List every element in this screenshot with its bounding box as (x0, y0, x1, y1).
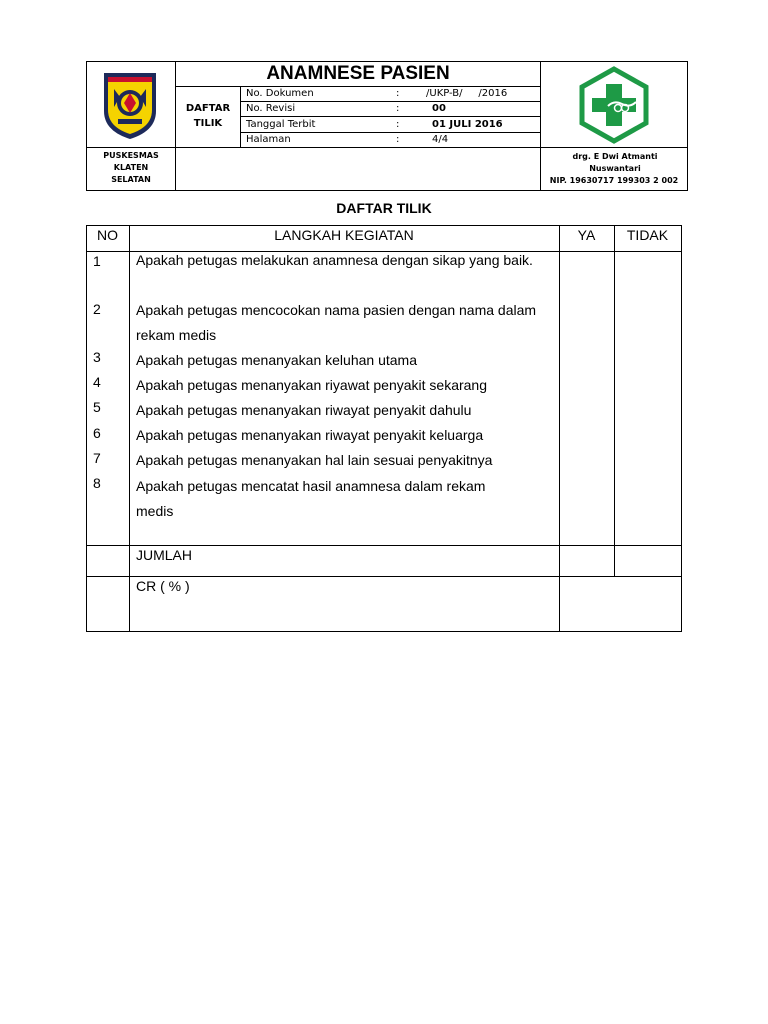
meta-sep: : (396, 103, 400, 114)
signer-nip: NIP. 19630717 199303 2 002 (549, 176, 679, 185)
organization-name: PUSKESMAS KLATEN SELATAN (103, 151, 159, 184)
compliance-rate-label: CR ( % ) (136, 578, 190, 594)
row-number: 6 (93, 425, 101, 441)
meta-value-page: 4/4 (432, 134, 449, 145)
meta-label-issue-date: Tanggal Terbit (246, 119, 316, 130)
row-number: 3 (93, 349, 101, 365)
checklist-item: Apakah petugas menanyakan riwayat penyakit dahulu (136, 402, 472, 418)
meta-label-doc-no: No. Dokumen (246, 88, 314, 99)
row-number: 4 (93, 374, 101, 390)
checklist-item: Apakah petugas mencatat hasil anamnesa dalam rekam medis (136, 478, 486, 519)
signer-name: drg. E Dwi Atmanti Nuswantari (572, 152, 658, 173)
column-header-no-answer: TIDAK (626, 227, 669, 243)
checklist-item: Apakah petugas mencocokan nama pasien dengan nama dalam rekam medis (136, 302, 537, 343)
checklist-item: Apakah petugas menanyakan keluhan utama (136, 352, 417, 368)
row-number: 7 (93, 450, 101, 466)
total-label: JUMLAH (136, 547, 193, 563)
document-title: ANAMNESE PASIEN (266, 63, 450, 84)
meta-value-doc-no: /UKP-B/ /2016 (426, 88, 508, 99)
meta-sep: : (396, 119, 400, 130)
row-number: 5 (93, 399, 101, 415)
meta-label-revision: No. Revisi (246, 103, 296, 114)
column-header-no: NO (97, 227, 118, 243)
checklist-type-label: DAFTAR TILIK (185, 103, 231, 129)
checklist-item: Apakah petugas menanyakan riwayat penyakit keluarga (136, 427, 484, 443)
checklist-item: Apakah petugas melakukan anamnesa dengan sikap yang baik. (136, 252, 533, 268)
column-header-activity: LANGKAH KEGIATAN (274, 227, 414, 243)
meta-sep: : (396, 88, 400, 99)
row-number: 2 (93, 301, 101, 317)
checklist-title: DAFTAR TILIK (336, 200, 432, 216)
meta-label-page: Halaman (246, 134, 291, 145)
klaten-crest-icon (100, 67, 160, 141)
checklist-item: Apakah petugas menanyakan hal lain sesuai penyakitnya (136, 452, 493, 468)
puskesmas-cross-icon (578, 66, 650, 144)
meta-value-issue-date: 01 JULI 2016 (432, 119, 503, 130)
row-number: 8 (93, 475, 101, 491)
column-header-yes: YA (577, 227, 596, 243)
meta-value-revision: 00 (432, 103, 446, 114)
row-number: 1 (93, 253, 101, 269)
meta-sep: : (396, 134, 400, 145)
checklist-item: Apakah petugas menanyakan riyawat penyakit sekarang (136, 377, 487, 393)
